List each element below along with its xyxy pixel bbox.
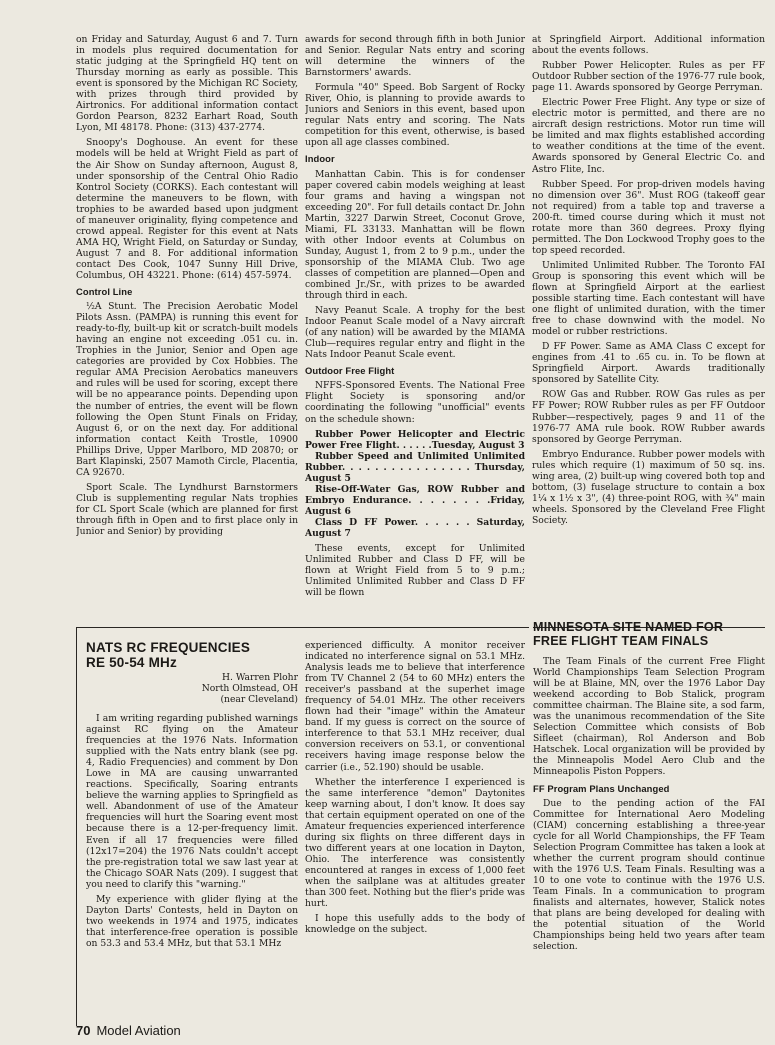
- nats-headline-line-1: NATS RC FREQUENCIES: [86, 640, 251, 655]
- control-line-heading: Control Line: [76, 286, 133, 298]
- nats-article-left-column: [86, 640, 298, 1012]
- column-2: [305, 34, 525, 619]
- nats-paragraph-3: experienced difficulty. A monitor receiver indicated no interference signal on 53.1 MHz. Analysis leads me to believe that interference from TV Channel 2 (54 to 60 MHz) enters the receiver's passband at the superhet image frequency of 54.01 MHz. The other receivers flown had their "image" within the Amateur band. If my guess is correct on the source of interference to that 53.1 MHz receiver, dual conversion receivers on 53.1, or conventional receivers having image response below the carrier (i.e., 52.190) should be usable.: [305, 640, 525, 773]
- minnesota-paragraph-2: Due to the pending action of the FAI Committee for International Aero Modeling (CIAM) concerning establishing a three-year cycle for all World Championships, the FF Team Selection Program Committee has taken a look at whether the current program should continue with the 1976 U.S. Team Finals. Resulting was a 10 to one vote to continue with the 1976 U.S. Team Finals. In a communication to program finalists and alternates, however, Stalick notes that plans are being developed for dealing with the potential situation of the World Championships being held two years after team selection.: [533, 797, 765, 953]
- ff-program-subheading: FF Program Plans Unchanged: [533, 782, 670, 794]
- col2-indoor-paragraph-1: Manhattan Cabin. This is for condenser paper covered cabin models weighing at least four grams and having a wingspan not exceeding 20". For full details contact Dr. John Martin, 3227 Darwin Street, Coconut Grove, Miami, FL 33133. Manhattan will be flown with other Indoor events at Columbus on Sunday, August 1, from 2 to 9 p.m., under the sponsorship of the MIAMA Club. Two age classes of competition are planned—Open and combined Jr./Sr., with prizes to be awarded through third in each.: [305, 168, 525, 302]
- nats-paragraph-5: I hope this usefully adds to the body of knowledge on the subject.: [305, 913, 525, 936]
- col3-paragraph-6: D FF Power. Same as AMA Class C except for engines from .41 to .65 cu. in. To be flown at Springfield Airport. Awards traditionally sponsored by Satellite City.: [532, 341, 765, 386]
- minnesota-headline-line-1: MINNESOTA SITE NAMED FOR: [533, 620, 724, 634]
- col3-paragraph-3: Electric Power Free Flight. Any type or size of electric motor is permitted, and there are no aircraft design restrictions. Motor run time will be limited and max flights established according to weather conditions at the time of the event. Awards sponsored by General Electric Co. and Astro Flite, Inc.: [532, 97, 765, 175]
- author-location-note: (near Cleveland): [220, 694, 298, 705]
- nats-byline: [86, 672, 298, 705]
- column-1: [76, 34, 298, 619]
- col2-indoor-paragraph-2: Navy Peanut Scale. A trophy for the best Indoor Peanut Scale model of a Navy aircraft (of any nation) will be awarded by the MIAMA Club—requires regular entry and flight in the Nats Indoor Peanut Scale event.: [305, 305, 525, 361]
- nats-paragraph-2: My experience with glider flying at the Dayton Darts' Contests, held in Dayton on two weekends in 1974 and 1975, indicates that interference-free operation is possible on 53.3 and 53.4 MHz, but that 53.1 MHz: [86, 893, 298, 949]
- indoor-heading: Indoor: [305, 153, 335, 165]
- author-location: North Olmstead, OH: [201, 683, 298, 694]
- col2-outdoor-intro: NFFS-Sponsored Events. The National Free Flight Society is sponsoring and/or coordinating the following "unofficial" events on the schedule shown:: [305, 380, 525, 425]
- page-number: 70: [76, 1023, 91, 1038]
- col3-paragraph-7: ROW Gas and Rubber. ROW Gas rules as per FF Power; ROW Rubber rules as per FF Outdoor Rubber—respectively, pages 9 and 11 of the 1976-77 AMA rule book. ROW Rubber awards sponsored by George Perryman.: [532, 389, 765, 445]
- col3-paragraph-5: Unlimited Unlimited Rubber. The Toronto FAI Group is sponsoring this event which will be flown at Springfield Airport at the earliest possible starting time. Each contestant will have one flight of unlimited duration, with the timer free to chase downwind with the model. No model or rubber restrictions.: [532, 259, 765, 338]
- col3-paragraph-8: Embryo Endurance. Rubber power models with rules which require (1) maximum of 50 sq. ins. wing area, (2) built-up wing covered both top and bottom, (3) fuselage structure to contain a box 1¼ x 1½ x 3", (4) three-point ROG, with ¾" main wheels. Sponsored by the Cleveland Free Flight Society.: [532, 448, 765, 526]
- col2-outdoor-after: These events, except for Unlimited Unlimited Rubber and Class D FF, will be flown at Wright Field from 5 to 9 p.m.; Unlimited Unlimited Rubber and Class D FF will be flown: [305, 543, 525, 599]
- col1-paragraph-1: on Friday and Saturday, August 6 and 7. Turn in models plus required documentation for static judging at the Springfield HQ tent on Thursday morning as early as possible. This event is sponsored by the Michigan RC Society, with prizes through third provided by Airtronics. For additional information contact Gordon Pearson, 8232 Earhart Road, South Lyon, MI 48178. Phone: (313) 437-2774.: [76, 34, 298, 134]
- col3-paragraph-4: Rubber Speed. For prop-driven models having no dimension over 36". Must ROG (takeoff gear not required) from a table top and traverse a 200-ft. timed course during which it must not rotate more than 360 degrees. Proxy flying permitted. The Don Lockwood Trophy goes to the top speed recorded.: [532, 178, 765, 256]
- minnesota-article: [533, 620, 765, 1015]
- nats-paragraph-1: I am writing regarding published warnings against RC flying on the Amateur frequencies at the 1976 Nats. Information supplied with the Nats entry blank (see pg. 4, Radio Frequencies) and comment by Don Lowe in MA are causing unwarranted reactions. Specifically, Soaring entrants believe the warning applies to Springfield as well. Abandonment of use of the Amateur frequencies will hurt the Soaring event most because there is a 12-per-frequency limit. Even if all 17 frequencies were filled (12x17=204) the 1976 Nats couldn't accept the pre-registration total we saw last year at the Chicago SOAR Nats (209). I suggest that you need to clarify this "warning.": [86, 713, 298, 890]
- author-name: H. Warren Plohr: [222, 672, 298, 683]
- col2-paragraph-2: Formula "40" Speed. Bob Sargent of Rocky River, Ohio, is planning to provide awards to Juniors and Seniors in this event, based upon regular Nats entry and scoring. The Nats competition for this event, otherwise, is based upon all age classes combined.: [305, 82, 525, 149]
- col1-control-line-paragraph-1: ½A Stunt. The Precision Aerobatic Model Pilots Assn. (PAMPA) is running this event for ready-to-fly, built-up kit or scratch-built models having an engine not exceeding .051 cu. in. Trophies in the Junior, Senior and Open age categories are provided by Cox Hobbies. The regular AMA Precision Aerobatics maneuvers and rules will be used for scoring, except there will be no appearance points. Depending upon the number of entries, the event will be flown following the Open Stunt Finals on Friday, August 6, or on the next day. For additional information contact Keith Trostle, 10900 Phillips Drive, Upper Marlboro, MD 20870; or Bart Klapinski, 2507 Mamoth Circle, Placentia, CA 92670.: [76, 301, 298, 478]
- col1-control-line-paragraph-2: Sport Scale. The Lyndhurst Barnstormers Club is supplementing regular Nats trophies for CL Sport Scale (which are planned for first through fifth in Open and to first place only in Junior and Senior) by providing: [76, 481, 298, 538]
- page-footer: [76, 1023, 181, 1038]
- minnesota-paragraph-1: The Team Finals of the current Free Flight World Championships Team Selection Program will be at Blaine, MN, over the 1976 Labor Day weekend according to Bob Stalick, program committee chairman. The Blaine site, a sod farm, was the unanimous recommendation of the Site Selection Committee which consists of Bob Sifleet (chairman), Rol Anderson and Bob Hatschek. Local organization will be provided by the Minneapolis Model Aero Club and the Minneapolis Piston Poppers.: [533, 656, 765, 778]
- col3-paragraph-2: Rubber Power Helicopter. Rules as per FF Outdoor Rubber section of the 1976-77 rule book, page 11. Awards sponsored by George Perryman.: [532, 60, 765, 94]
- schedule-item: Rubber Power Helicopter and Electric Power Free Flight. . . . . .Tuesday, August 3: [305, 428, 525, 451]
- magazine-name: Model Aviation: [96, 1023, 181, 1038]
- minnesota-headline: [533, 620, 765, 648]
- schedule-item: Class D FF Power. . . . . . Saturday, August 7: [305, 516, 525, 539]
- nats-paragraph-4: Whether the interference I experienced is the same interference "demon" Daytonites keep warning about, I don't know. It does say that certain equipment operated on one of the Amateur frequencies experienced interference during six flights on three different days in two different years at one location in Dayton, Ohio. The interference was consistently encountered at ranges in excess of 1,000 feet when the sailplane was at altitudes greater than 300 feet. Nothing but the flier's pride was hurt.: [305, 776, 525, 910]
- schedule-item: Rubber Speed and Unlimited Unlimited Rubber. . . . . . . . . . . . . . . . Thursday, August 5: [305, 450, 525, 484]
- col2-paragraph-1: awards for second through fifth in both Junior and Senior. Regular Nats entry and scoring will determine the winners of the Barnstormers' awards.: [305, 34, 525, 79]
- nats-article-right-column: [305, 640, 525, 1012]
- col1-paragraph-2: Snoopy's Doghouse. An event for these models will be held at Wright Field as part of the Air Show on Sunday afternoon, August 8, under sponsorship of the Central Ohio Radio Kontrol Society (CORKS). Each contestant will determine the maneuvers to be flown, with trophies to be awarded based upon judgment of maneuver originality, flying competence and crowd appeal. Register for this event at Nats AMA HQ, Wright Field, on Saturday or Sunday, August 7 and 8. For additional information contact Des Cook, 1047 Sunny Hill Drive, Columbus, OH 43221. Phone: (614) 457-5974.: [76, 137, 298, 281]
- nats-headline-line-2: RE 50-54 MHz: [86, 655, 177, 670]
- minnesota-headline-line-2: FREE FLIGHT TEAM FINALS: [533, 634, 709, 648]
- column-3: [532, 34, 765, 619]
- nats-article-headline: [86, 640, 298, 670]
- col3-paragraph-1: at Springfield Airport. Additional information about the events follows.: [532, 34, 765, 57]
- schedule-item: Rise-Off-Water Gas, ROW Rubber and Embryo Endurance. . . . . . . .Friday, August 6: [305, 483, 525, 517]
- outdoor-free-flight-heading: Outdoor Free Flight: [305, 365, 395, 377]
- event-schedule: [305, 429, 525, 539]
